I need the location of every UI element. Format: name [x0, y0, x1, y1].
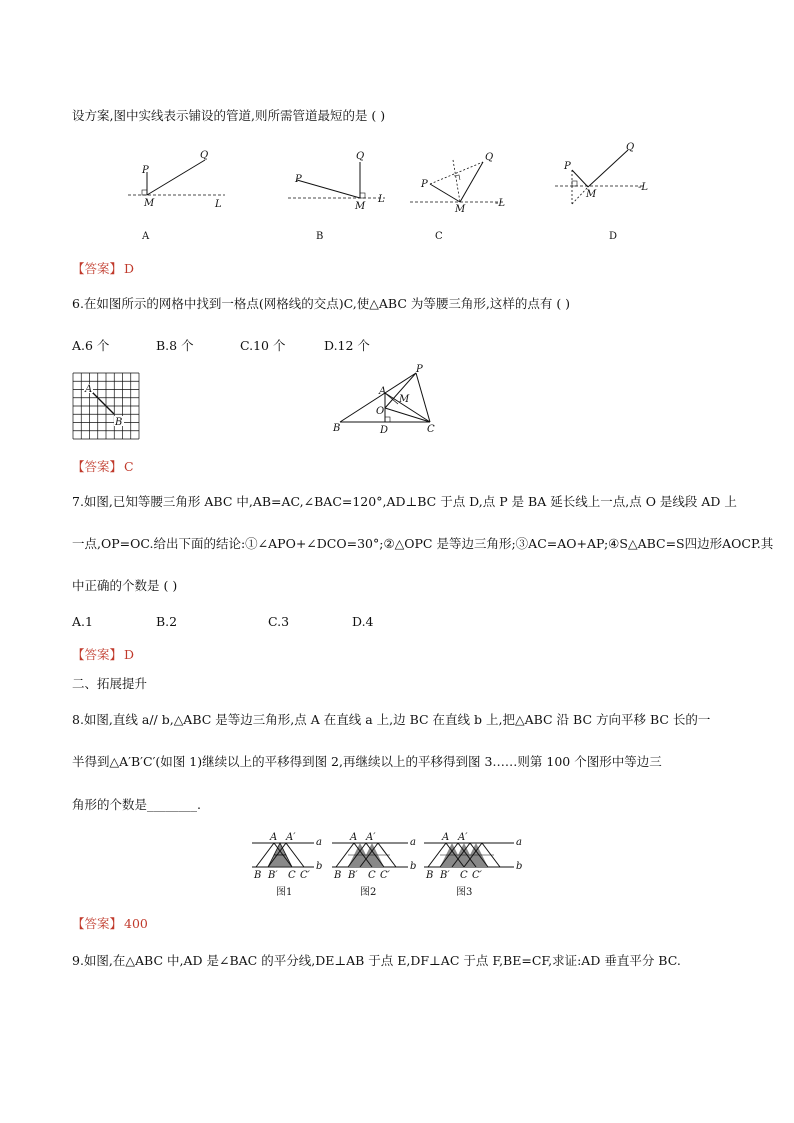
- svg-text:-L: -L: [495, 198, 506, 209]
- q5-figure-b: [285, 140, 395, 245]
- svg-text:B: B: [254, 870, 262, 881]
- svg-text:Q: Q: [356, 151, 365, 162]
- q8-line-3: 角形的个数是________.: [72, 797, 201, 812]
- q9-line-1: 9.如图,在△ABC 中,AD 是∠BAC 的平分线,DE⊥AB 于点 E,DF⊥AC 于点 F,BE=CF,求证:AD 垂直平分 BC.: [72, 953, 681, 968]
- q7-line-3: 中正确的个数是 ( ): [72, 578, 178, 593]
- q6-options: [72, 338, 370, 354]
- answer-value: C: [124, 459, 134, 474]
- q7-option-b: B.2: [156, 614, 178, 629]
- q7-options: [72, 614, 374, 630]
- q6-option-d: D.12 个: [324, 338, 370, 353]
- svg-text:C: C: [368, 870, 376, 881]
- svg-text:M: M: [144, 198, 155, 209]
- q8-figure-1: [250, 830, 330, 900]
- svg-text:B′: B′: [440, 870, 450, 881]
- svg-text:A′: A′: [286, 832, 296, 843]
- svg-text:Q: Q: [200, 150, 209, 161]
- svg-text:C′: C′: [300, 870, 310, 881]
- q5-figure-c: [405, 140, 520, 245]
- q8-figure-2: [330, 830, 420, 900]
- answer-label: 【答案】: [72, 916, 123, 931]
- svg-text:A: A: [379, 386, 387, 397]
- q5-option-a: A: [142, 231, 150, 242]
- svg-text:b: b: [516, 861, 523, 872]
- svg-text:B′: B′: [348, 870, 358, 881]
- svg-text:L: L: [378, 194, 385, 205]
- q7-line-2: 一点,OP=OC.给出下面的结论:①∠APO+∠DCO=30°;②△OPC 是等边三角形;③AC=AO+AP;④S△ABC=S四边形AOCP.其: [72, 536, 774, 551]
- q8-caption-3: 图3: [456, 887, 473, 898]
- svg-text:B: B: [334, 870, 342, 881]
- q8-figure-3: [422, 830, 532, 900]
- q6-grid-figure: [72, 372, 142, 442]
- answer-label: 【答案】: [72, 459, 123, 474]
- q8-caption-2: 图2: [360, 887, 377, 898]
- svg-text:P: P: [421, 179, 428, 190]
- q8-caption-1: 图1: [276, 887, 293, 898]
- q5-stem: 设方案,图中实线表示铺设的管道,则所需管道最短的是 ( ): [72, 108, 386, 123]
- svg-text:P: P: [295, 174, 302, 185]
- q7-answer: [72, 645, 134, 663]
- q5-option-d: D: [609, 231, 618, 242]
- svg-text:C: C: [288, 870, 296, 881]
- svg-text:a: a: [516, 837, 522, 848]
- svg-text:a: a: [410, 837, 416, 848]
- svg-text:P: P: [142, 165, 149, 176]
- svg-text:A: A: [350, 832, 358, 843]
- answer-value: D: [124, 647, 135, 662]
- svg-text:C′: C′: [380, 870, 390, 881]
- svg-text:L: L: [215, 199, 222, 210]
- svg-text:C: C: [460, 870, 468, 881]
- svg-text:M: M: [355, 201, 366, 212]
- svg-text:b: b: [410, 861, 417, 872]
- svg-text:-L: -L: [638, 182, 649, 193]
- q6-stem: 6.在如图所示的网格中找到一格点(网格线的交点)C,使△ABC 为等腰三角形,这样的点有 ( ): [72, 296, 571, 311]
- svg-text:B: B: [115, 417, 123, 428]
- q5-answer: [72, 259, 134, 277]
- svg-text:D: D: [380, 425, 389, 434]
- answer-label: 【答案】: [72, 647, 123, 662]
- q6-option-a: A.6 个: [72, 338, 110, 353]
- section-heading: 二、拓展提升: [72, 676, 148, 691]
- svg-text:B: B: [426, 870, 434, 881]
- q5-figure-a: [120, 140, 230, 245]
- svg-text:A′: A′: [366, 832, 376, 843]
- q7-option-a: A.1: [72, 614, 93, 629]
- svg-text:Q: Q: [485, 152, 494, 163]
- q6-option-b: B.8 个: [156, 338, 194, 353]
- q7-figure: [330, 364, 445, 434]
- svg-text:A′: A′: [458, 832, 468, 843]
- answer-value: D: [124, 261, 135, 276]
- q8-answer: [72, 914, 148, 932]
- q5-figure-d: [550, 140, 665, 245]
- svg-text:M: M: [455, 204, 466, 215]
- q5-option-c: C: [435, 231, 443, 242]
- svg-text:a: a: [316, 837, 322, 848]
- svg-text:P: P: [564, 161, 571, 172]
- svg-text:M: M: [399, 394, 410, 405]
- q7-option-d: D.4: [352, 614, 374, 629]
- svg-text:A: A: [442, 832, 450, 843]
- q7-option-c: C.3: [268, 614, 290, 629]
- svg-text:b: b: [316, 861, 323, 872]
- svg-text:C: C: [427, 424, 435, 434]
- svg-text:A: A: [270, 832, 278, 843]
- q6-answer: [72, 457, 134, 475]
- svg-text:P: P: [416, 364, 423, 375]
- svg-text:B′: B′: [268, 870, 278, 881]
- q8-line-2: 半得到△A′B′C′(如图 1)继续以上的平移得到图 2,再继续以上的平移得到图 3……则第 100 个图形中等边三: [72, 754, 662, 769]
- answer-label: 【答案】: [72, 261, 123, 276]
- svg-text:C′: C′: [472, 870, 482, 881]
- svg-text:B: B: [333, 423, 341, 434]
- svg-text:O: O: [376, 406, 385, 417]
- q7-line-1: 7.如图,已知等腰三角形 ABC 中,AB=AC,∠BAC=120°,AD⊥BC 于点 D,点 P 是 BA 延长线上一点,点 O 是线段 AD 上: [72, 494, 737, 509]
- svg-text:Q: Q: [626, 142, 635, 153]
- q5-option-b: B: [316, 231, 324, 242]
- q8-line-1: 8.如图,直线 a// b,△ABC 是等边三角形,点 A 在直线 a 上,边 BC 在直线 b 上,把△ABC 沿 BC 方向平移 BC 长的一: [72, 712, 711, 727]
- svg-text:A: A: [85, 384, 93, 395]
- answer-value: 400: [124, 916, 148, 931]
- q6-option-c: C.10 个: [240, 338, 286, 353]
- svg-text:M: M: [586, 189, 597, 200]
